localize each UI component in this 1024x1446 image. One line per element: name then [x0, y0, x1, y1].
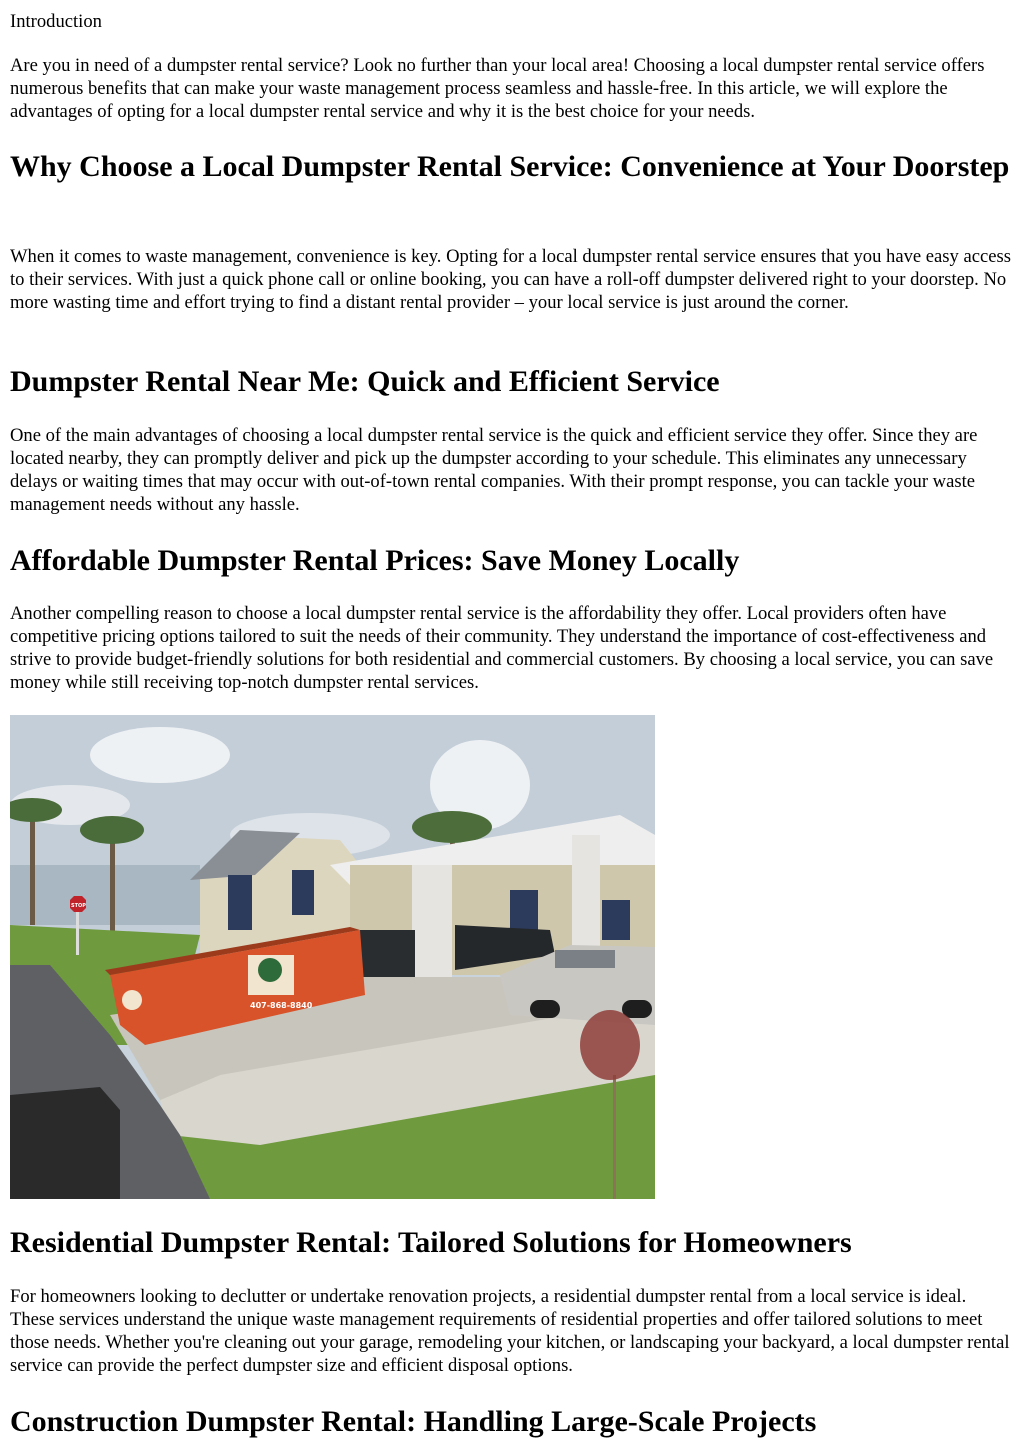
intro-paragraph: Are you in need of a dumpster rental service? Look no further than your local area! Choosing a local dumpster rental service offers numerous benefits that can make your waste management process seamless and hassle-free. In this article, we will explore the advantages of opting for a local dumpster rental service and why it is the best choice for your needs.: [10, 55, 985, 122]
section-heading-near-me: Dumpster Rental Near Me: Quick and Efficient Service: [10, 365, 720, 398]
section-paragraph-near-me: One of the main advantages of choosing a local dumpster rental service is the quick and efficient service they offer. Since they are located nearby, they can promptly deliver and pick up the dumpster according to your schedule. This eliminates any unnecessary delays or waiting times that may occur with out-of-town rental companies. With their prompt response, you can tackle your waste management needs without any hassle.: [10, 425, 978, 515]
intro-label: Introduction: [10, 11, 102, 32]
section-heading-construction: Construction Dumpster Rental: Handling Large-Scale Projects: [10, 1405, 817, 1438]
section-heading-affordable: Affordable Dumpster Rental Prices: Save Money Locally: [10, 544, 740, 577]
dumpster-photo-illustration: [10, 715, 655, 1199]
dumpster-photo: [10, 715, 655, 1199]
dumpster-phone-text: 407-868-8840: [250, 1001, 313, 1010]
section-paragraph-convenience: When it comes to waste management, convenience is key. Opting for a local dumpster rental service ensures that you have easy access to their services. With just a quick phone call or online booking, you can have a roll-off dumpster delivered right to your doorstep. No more wasting time and effort trying to find a distant rental provider – your local service is just around the corner.: [10, 246, 1011, 313]
section-paragraph-residential: For homeowners looking to declutter or undertake renovation projects, a residential dumpster rental from a local service is ideal. These services understand the unique waste management requirements of residential properties and offer tailored solutions to meet those needs. Whether you're cleaning out your garage, remodeling your kitchen, or landscaping your backyard, a local dumpster rental service can provide the perfect dumpster size and efficient disposal options.: [10, 1286, 1010, 1376]
section-heading-convenience: Why Choose a Local Dumpster Rental Service: Convenience at Your Doorstep: [10, 150, 1010, 183]
stop-sign-text: STOP: [71, 903, 86, 909]
section-heading-residential: Residential Dumpster Rental: Tailored Solutions for Homeowners: [10, 1226, 852, 1259]
section-paragraph-affordable: Another compelling reason to choose a local dumpster rental service is the affordability they offer. Local providers often have competitive pricing options tailored to suit the needs of their community. They understand the importance of cost-effectiveness and strive to provide budget-friendly solutions for both residential and commercial customers. By choosing a local service, you can save money while still receiving top-notch dumpster rental services.: [10, 603, 994, 693]
